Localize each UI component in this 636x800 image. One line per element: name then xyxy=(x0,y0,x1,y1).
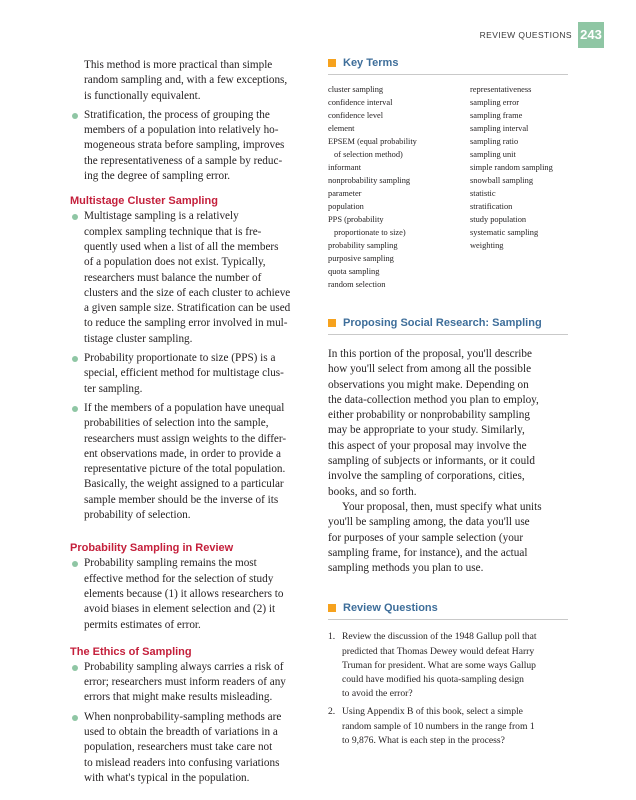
key-term: EPSEM (equal probability xyxy=(328,137,417,146)
key-term: of selection method) xyxy=(334,150,403,159)
key-term: parameter xyxy=(328,189,362,198)
review-question: 2. Using Appendix B of this book, select a simple random sample of 10 numbers in the range from 1 to 9,876. What is each step in the process? xyxy=(328,706,535,746)
intro-paragraph: This method is more practical than simple random sampling and, with a few exceptions, is functionally equivalent. xyxy=(84,59,288,102)
ethics-heading: The Ethics of Sampling xyxy=(70,645,192,658)
running-header: REVIEW QUESTIONS xyxy=(479,30,572,40)
page-number-badge: 243 xyxy=(578,22,604,48)
key-term: sampling unit xyxy=(470,150,516,159)
bullet-item: Multistage sampling is a relatively complex sampling technique that is fre- quently used when a list of all the members of a population does not exist. Typically, researchers must balance the number of clusters and the size of each cluster to achieve a given sample size. Stratification can be used to reduce the sampling error involved in mul- tistage cluster sampling. xyxy=(70,209,308,347)
terms-column-1 xyxy=(328,83,470,291)
key-term: cluster sampling xyxy=(328,85,384,94)
bullet-item: Probability proportionate to size (PPS) is a special, efficient method for multistage clus- ter sampling. xyxy=(70,351,308,397)
square-bullet-icon xyxy=(328,319,336,327)
stratification-list xyxy=(70,108,308,184)
terms-column-2 xyxy=(470,83,553,291)
key-term: stratification xyxy=(470,202,513,211)
left-column xyxy=(70,58,308,786)
review-questions-heading xyxy=(328,602,568,620)
key-term: sampling error xyxy=(470,98,520,107)
key-term: sampling frame xyxy=(470,111,523,120)
bullet-item: When nonprobability-sampling methods are used to obtain the breadth of variations in a population, researchers must take care not to mislead readers into confusing variations with what's typical in the population. xyxy=(70,710,308,786)
key-term: confidence level xyxy=(328,111,384,120)
key-term: PPS (probability xyxy=(328,215,384,224)
key-term: snowball sampling xyxy=(470,176,534,185)
bullet-item: Stratification, the process of grouping the members of a population into relatively ho- mogeneous strata before sampling, improves the representativeness of a sample by reduc- ing the degree of sampling error. xyxy=(70,108,308,184)
proposal-paragraph-1: In this portion of the proposal, you'll describe how you'll select from among all the possible observations you might make. Depending on the data-collection method you plan to employ, either probability or nonprobability sampling may be appropriate to your study. Similarly, this aspect of your proposal may involve the sampling of subjects or informants, or it could involve the sampling of corporations, cities, books, and so forth. xyxy=(328,348,539,498)
review-questions-title: Review Questions xyxy=(343,602,438,615)
review-questions-list xyxy=(328,630,568,748)
proposal-paragraph-2: Your proposal, then, must specify what units you'll be sampling among, the data you'll use for purposes of your sample selection (your sampling frame, for instance), and the actual sampling methods you plan to use. xyxy=(328,500,542,575)
key-term: sampling interval xyxy=(470,124,529,133)
review-heading: Probability Sampling in Review xyxy=(70,542,234,555)
square-bullet-icon xyxy=(328,604,336,612)
key-term: purposive sampling xyxy=(328,254,394,263)
key-term: element xyxy=(328,124,355,133)
square-bullet-icon xyxy=(328,59,336,67)
multistage-heading: Multistage Cluster Sampling xyxy=(70,195,218,208)
key-term: systematic sampling xyxy=(470,228,539,237)
key-term: simple random sampling xyxy=(470,163,553,172)
bullet-item: Probability sampling always carries a risk of error; researchers must inform readers of any errors that might make results misleading. xyxy=(70,660,308,706)
key-term: informant xyxy=(328,163,362,172)
key-term: nonprobability sampling xyxy=(328,176,411,185)
key-term: quota sampling xyxy=(328,267,380,276)
key-term: statistic xyxy=(470,189,496,198)
key-term: population xyxy=(328,202,364,211)
key-terms-heading xyxy=(328,57,568,75)
review-question: 1. Review the discussion of the 1948 Gallup poll that predicted that Thomas Dewey would defeat Harry Truman for president. What are some ways Gallup could have modified his quota-sampling design to avoid the error? xyxy=(328,631,537,700)
key-term: representativeness xyxy=(470,85,532,94)
right-column xyxy=(328,57,568,752)
bullet-item: Probability sampling remains the most effective method for the selection of study elements because (1) it allows researchers to avoid biases in element selection and (2) it permits estimates of error. xyxy=(70,556,308,632)
key-terms-list xyxy=(328,83,568,291)
proposal-heading xyxy=(328,317,568,335)
key-term: proportionate to size) xyxy=(334,228,406,237)
key-terms-title: Key Terms xyxy=(343,57,399,69)
key-term: random selection xyxy=(328,280,386,289)
key-term: confidence interval xyxy=(328,98,393,107)
key-term: study population xyxy=(470,215,527,224)
question-number: 2. xyxy=(328,706,336,718)
multistage-list xyxy=(70,209,308,523)
bullet-item: If the members of a population have unequal probabilities of selection into the sample, researchers must assign weights to the differ- ent observations made, in order to provide a representative picture of the total population. Basically, the weight assigned to a particular sample member should be the inverse of its probability of selection. xyxy=(70,401,308,523)
proposal-title: Proposing Social Research: Sampling xyxy=(343,317,542,329)
key-term: weighting xyxy=(470,241,504,250)
question-number: 1. xyxy=(328,631,336,643)
ethics-list xyxy=(70,660,308,786)
key-term: sampling ratio xyxy=(470,137,519,146)
review-list xyxy=(70,556,308,632)
key-term: probability sampling xyxy=(328,241,398,250)
